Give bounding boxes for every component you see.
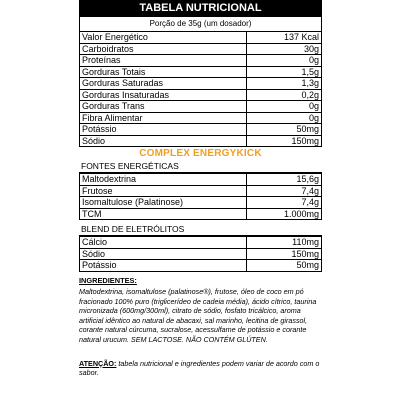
ingredients-text: Maltodextrina, isomaltulose (palatinose®), frutose, óleo de coco em pó fracionado 100% puro (triglicerídeo de cadeia média), ácido cítrico, taurina micronizada (600mg/300ml), citrato de sódio, fosfato tricálcico, aroma artificial idêntico ao natural de abacaxi, sal marinho, lecitina de girassol, corante natural cúrcuma, sucralose, acessulfame de potássio e corante natural urucum. SEM LACTOSE. NÃO CONTÉM GLÚTEN. bbox=[79, 287, 317, 345]
ingredients-block bbox=[79, 276, 322, 345]
nutrient-value: 0g bbox=[247, 101, 322, 113]
nutrient-name: Potássio bbox=[80, 260, 247, 272]
nutrition-row bbox=[80, 135, 322, 147]
label-title: TABELA NUTRICIONAL bbox=[79, 0, 322, 17]
nutrient-name: Isomaltulose (Palatinose) bbox=[80, 197, 247, 209]
nutrient-value: 7,4g bbox=[247, 197, 322, 209]
nutrition-row bbox=[80, 101, 322, 113]
ingredients-heading: INGREDIENTES: bbox=[79, 275, 137, 285]
nutrient-name: Carboidratos bbox=[80, 43, 247, 55]
energy-table bbox=[79, 173, 322, 220]
nutrient-name: TCM bbox=[80, 208, 247, 220]
nutrition-table bbox=[79, 31, 322, 147]
nutrient-name: Sódio bbox=[80, 135, 247, 147]
nutrition-row bbox=[80, 32, 322, 44]
energy-row bbox=[80, 197, 322, 209]
nutrient-value: 15,6g bbox=[247, 174, 322, 186]
nutrient-value: 1,5g bbox=[247, 66, 322, 78]
attention-label: ATENÇÃO: bbox=[79, 358, 117, 368]
nutrition-label bbox=[79, 0, 322, 378]
electrolyte-row bbox=[80, 260, 322, 272]
nutrient-value: 7,4g bbox=[247, 185, 322, 197]
nutrient-value: 150mg bbox=[247, 248, 322, 260]
electrolyte-row bbox=[80, 248, 322, 260]
energy-row bbox=[80, 174, 322, 186]
nutrient-name: Maltodextrina bbox=[80, 174, 247, 186]
nutrient-value: 150mg bbox=[247, 135, 322, 147]
nutrition-row bbox=[80, 89, 322, 101]
nutrition-row bbox=[80, 78, 322, 90]
nutrient-value: 0g bbox=[247, 112, 322, 124]
nutrient-name: Proteínas bbox=[80, 55, 247, 67]
portion-size: Porção de 35g (um dosador) bbox=[79, 17, 322, 31]
nutrition-row bbox=[80, 43, 322, 55]
nutrition-row bbox=[80, 124, 322, 136]
nutrient-value: 50mg bbox=[247, 124, 322, 136]
nutrition-row bbox=[80, 55, 322, 67]
brand-name: COMPLEX ENERGYKICK bbox=[139, 148, 262, 159]
energy-row bbox=[80, 185, 322, 197]
nutrient-name: Gorduras Totais bbox=[80, 66, 247, 78]
nutrient-name: Gorduras Insaturadas bbox=[80, 89, 247, 101]
nutrition-row bbox=[80, 66, 322, 78]
nutrient-name: Valor Energético bbox=[80, 32, 247, 44]
energy-row bbox=[80, 208, 322, 220]
nutrient-name: Potássio bbox=[80, 124, 247, 136]
nutrient-name: Fibra Alimentar bbox=[80, 112, 247, 124]
nutrient-name: Gorduras Trans bbox=[80, 101, 247, 113]
nutrient-name: Gorduras Saturadas bbox=[80, 78, 247, 90]
nutrient-value: 0g bbox=[247, 55, 322, 67]
nutrient-value: 1.000mg bbox=[247, 208, 322, 220]
nutrient-value: 1,3g bbox=[247, 78, 322, 90]
attention-note bbox=[79, 359, 322, 378]
attention-text: tabela nutricional e ingredientes podem variar de acordo com o sabor. bbox=[79, 358, 320, 378]
nutrient-name: Cálcio bbox=[80, 237, 247, 249]
electrolyte-table bbox=[79, 236, 322, 272]
nutrient-value: 110mg bbox=[247, 237, 322, 249]
electrolyte-row bbox=[80, 237, 322, 249]
nutrient-value: 137 Kcal bbox=[247, 32, 322, 44]
energy-section-title: FONTES ENERGÉTICAS bbox=[79, 160, 322, 173]
nutrient-value: 50mg bbox=[247, 260, 322, 272]
electrolyte-section-title: BLEND DE ELETRÓLITOS bbox=[79, 223, 322, 236]
nutrition-row bbox=[80, 112, 322, 124]
nutrient-name: Frutose bbox=[80, 185, 247, 197]
nutrient-value: 30g bbox=[247, 43, 322, 55]
nutrient-value: 0,2g bbox=[247, 89, 322, 101]
nutrient-name: Sódio bbox=[80, 248, 247, 260]
